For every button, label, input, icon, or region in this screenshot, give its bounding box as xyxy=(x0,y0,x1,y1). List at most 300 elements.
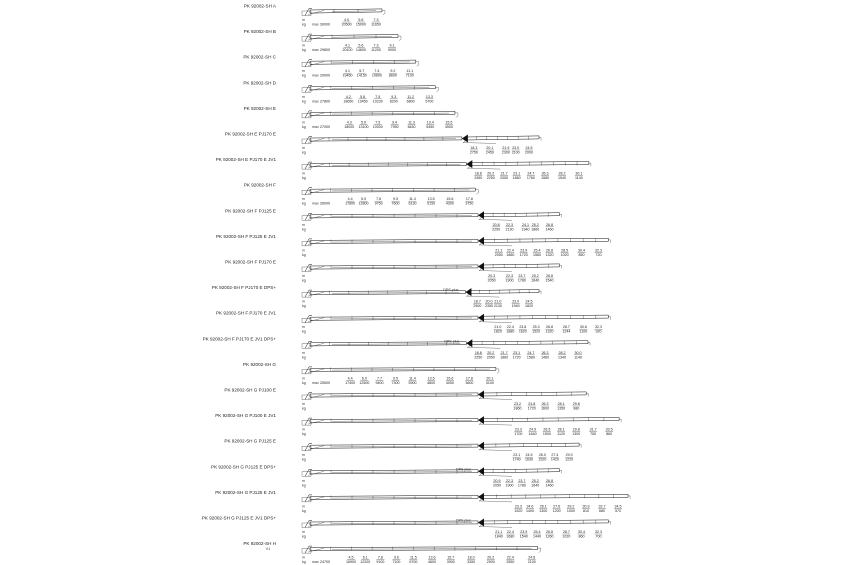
load-value: 2550 xyxy=(506,560,515,565)
load-value: 1760 xyxy=(526,176,535,181)
extension-rod-icon xyxy=(332,446,472,447)
extension-rod-icon xyxy=(332,497,472,498)
load-value: 1620 xyxy=(518,329,527,334)
load-value: 2000 xyxy=(525,150,534,155)
reach-value: 25.2 xyxy=(531,274,539,278)
reach-value: 26.8 xyxy=(546,325,554,330)
extension-rod-icon xyxy=(332,139,456,140)
load-value: 1260 xyxy=(545,534,554,539)
crane-config-row xyxy=(243,541,540,564)
boom-hook-icon xyxy=(475,190,478,195)
extension-rod-icon xyxy=(332,344,460,345)
jib-cylinder-icon xyxy=(479,527,512,528)
model-label: PK 92002-SH B xyxy=(243,29,276,35)
load-value: 3900 xyxy=(446,560,455,565)
reach-value: 22.3 xyxy=(505,222,513,227)
reach-unit-label: m xyxy=(302,43,305,48)
load-value: 2450 xyxy=(485,150,494,155)
load-value: 2250 xyxy=(486,176,495,181)
main-boom-icon xyxy=(310,547,538,551)
reach-value: 20.0 xyxy=(485,299,493,304)
load-value: 10230 xyxy=(372,99,383,104)
jib-hook-icon xyxy=(539,291,541,294)
reach-value: 21.0 xyxy=(494,299,502,304)
reach-unit-label: m xyxy=(302,350,305,355)
jib-hook-icon xyxy=(588,342,590,345)
model-label: PK 92002-SH G PJ125 E JV1 xyxy=(215,489,276,495)
reach-value: 7.5 xyxy=(375,94,381,99)
max-label: max xyxy=(312,560,319,565)
reach-value: 25.3 xyxy=(532,325,540,330)
reach-value: 5.6 xyxy=(358,43,364,48)
load-unit-label: kg xyxy=(302,432,306,437)
jib-hook-icon xyxy=(608,240,610,243)
jib-cylinder-icon xyxy=(479,245,512,246)
reach-unit-label: m xyxy=(302,299,305,304)
jib-hook-icon xyxy=(589,163,591,166)
reach-value: 23.1 xyxy=(513,350,521,355)
reach-value: 24.5 xyxy=(525,453,533,458)
load-value: 1580 xyxy=(526,355,535,360)
reach-value: 18.8 xyxy=(474,171,482,176)
load-value: 1520 xyxy=(514,508,523,513)
reach-value: 13.5 xyxy=(427,197,435,202)
crane-config-row xyxy=(244,4,385,27)
load-value: 1560 xyxy=(533,252,542,257)
load-value: 1540 xyxy=(545,278,554,283)
reach-value: 29.8 xyxy=(572,427,580,432)
max-capacity-value: 25500 xyxy=(320,380,330,385)
load-value: 1140 xyxy=(574,355,582,360)
reach-value: 13.6 xyxy=(428,555,436,560)
reach-value: 28.2 xyxy=(558,350,566,355)
load-value: 7600 xyxy=(391,201,400,206)
load-unit-label: kg xyxy=(302,22,306,27)
reach-value: 23.0 xyxy=(512,146,520,150)
max-label: max xyxy=(312,380,319,385)
model-label: PK 92002-SH E xyxy=(243,105,276,111)
crane-config-row xyxy=(211,464,562,487)
boom-hook-icon xyxy=(496,369,499,374)
reach-value: 28.2 xyxy=(558,171,566,176)
model-label: PK 92002-SH F PJ170 E DPS+ xyxy=(211,285,276,291)
reach-value: 24.1 xyxy=(521,222,529,227)
load-value: 4500 xyxy=(444,124,453,129)
jib-cylinder-icon xyxy=(479,322,512,323)
reach-value: 17.8 xyxy=(465,197,473,202)
reach-unit-label: m xyxy=(302,274,305,278)
reach-value: 30.6 xyxy=(579,325,587,330)
load-value: 1630 xyxy=(525,457,534,462)
load-value: 1540 xyxy=(557,176,566,181)
max-capacity-value: 30000 xyxy=(320,22,330,27)
load-value: 7950 xyxy=(390,124,399,129)
load-value: 1520 xyxy=(532,329,541,334)
load-unit-label: kg xyxy=(302,508,306,513)
main-boom-icon xyxy=(310,60,416,64)
load-value: 1300 xyxy=(572,432,581,437)
reach-value: 25.2 xyxy=(531,478,539,483)
model-label: PK 92002-SH G xyxy=(243,361,276,367)
load-unit-label: kg xyxy=(302,176,306,181)
reach-value: 21.7 xyxy=(500,171,508,176)
reach-value: 20.8 xyxy=(492,222,500,227)
load-value: 5700 xyxy=(409,560,418,565)
load-value: 1600 xyxy=(541,406,550,411)
load-value: 850 xyxy=(578,252,585,257)
reach-value: 11.4 xyxy=(409,376,416,381)
extension-rod-icon xyxy=(332,62,410,63)
reach-value: 28.7 xyxy=(562,530,570,534)
load-value: 1860 xyxy=(513,406,522,411)
reach-value: 22.4 xyxy=(506,530,514,534)
load-value: 1400 xyxy=(525,508,534,513)
reach-unit-label: m xyxy=(302,94,305,99)
load-value: 9750 xyxy=(374,201,383,206)
load-value: 1220 xyxy=(565,457,574,462)
reach-value: 11.4 xyxy=(409,197,416,202)
reach-value: 29.2 xyxy=(567,504,575,509)
load-value: 8600 xyxy=(388,73,397,78)
reach-value: 7.8 xyxy=(377,555,383,560)
jib-cylinder-icon xyxy=(479,399,512,400)
extension-rod-icon xyxy=(332,420,472,421)
load-value: 1300 xyxy=(539,508,548,513)
reach-value: 15.6 xyxy=(446,376,454,381)
load-value: 1350 xyxy=(557,406,566,411)
reach-value: 23.8 xyxy=(519,325,527,330)
load-value: 1140 xyxy=(575,176,583,181)
load-value: 860 xyxy=(606,432,613,437)
jib-boom-icon xyxy=(482,264,560,268)
reach-value: 4.2 xyxy=(345,94,351,99)
model-label: PK 92002-SH G PJ125 E JV1 DPS+ xyxy=(201,515,276,521)
reach-value: 24.7 xyxy=(527,171,535,176)
crane-config-row xyxy=(225,208,561,231)
load-value: 1120 xyxy=(557,432,565,437)
jib-hook-icon xyxy=(560,214,562,217)
load-value: 18000 xyxy=(344,124,355,129)
load-value: 1420 xyxy=(550,457,559,462)
jib-cylinder-icon xyxy=(479,271,512,272)
reach-value: 5.7 xyxy=(359,69,365,74)
jib-hook-icon xyxy=(608,317,610,320)
load-value: 5700 xyxy=(425,99,434,104)
reach-value: 11.2 xyxy=(407,94,415,99)
crane-config-row xyxy=(244,183,479,206)
extension-rod-icon xyxy=(332,11,376,12)
load-value: 2050 xyxy=(500,176,509,181)
jib-hook-icon xyxy=(539,138,541,141)
load-value: 1640 xyxy=(531,278,540,283)
model-label: PK 92002-SH G PJ100 E JV1 xyxy=(215,413,276,419)
jib-boom-icon xyxy=(482,392,586,396)
load-unit-label: kg xyxy=(302,201,306,206)
reach-value: 24.8 xyxy=(528,555,536,560)
load-value: 3600 xyxy=(465,380,474,385)
model-label: PK 92002-SH F PJ170 E JV1 DPS+ xyxy=(202,336,276,342)
load-value: 1340 xyxy=(557,355,566,360)
jib-cylinder-icon xyxy=(467,168,500,169)
extension-rod-icon xyxy=(332,267,472,268)
load-value: 10600 xyxy=(371,73,382,78)
jib-boom-icon xyxy=(482,418,619,422)
extension-rod-icon xyxy=(332,292,459,293)
crane-config-row xyxy=(203,336,590,359)
load-value: 16900 xyxy=(346,560,357,565)
load-value: 1320 xyxy=(545,329,554,334)
reach-value: 4.5 xyxy=(348,555,354,560)
load-value: 1020 xyxy=(560,252,569,257)
load-value: 13450 xyxy=(357,99,368,104)
load-value: 2100 xyxy=(527,560,536,565)
load-value: 1500 xyxy=(542,432,551,437)
load-value: 19450 xyxy=(342,73,353,78)
reach-value: 28.7 xyxy=(562,325,570,330)
crane-config-row xyxy=(243,362,499,385)
reach-unit-label: m xyxy=(302,120,305,125)
reach-value: 11.5 xyxy=(409,555,417,560)
load-value: 570 xyxy=(615,508,622,513)
load-unit-label: kg xyxy=(302,278,306,283)
reach-value: 9.5 xyxy=(393,197,399,202)
model-sublabel: V1 xyxy=(265,547,271,552)
jib-hook-icon xyxy=(560,266,562,269)
reach-value: 26.8 xyxy=(546,530,554,534)
reach-value: 7.7 xyxy=(377,376,383,381)
load-unit-label: kg xyxy=(302,560,306,565)
load-value: 2300 xyxy=(501,150,510,155)
load-unit-label: kg xyxy=(302,355,306,360)
reach-value: 11.3 xyxy=(408,120,415,125)
reach-value: 23.7 xyxy=(518,274,526,278)
load-value: 1720 xyxy=(519,252,528,257)
reach-value: 7.3 xyxy=(373,43,379,48)
reach-value: 32.3 xyxy=(594,325,602,330)
reach-value: 15.5 xyxy=(445,120,453,125)
reach-value: 24.6 xyxy=(526,504,534,509)
extension-rod-icon xyxy=(332,113,449,114)
load-unit-label: kg xyxy=(302,73,306,78)
jib-hook-icon xyxy=(579,445,581,448)
load-value: 7100 xyxy=(405,73,414,78)
load-value: 4800 xyxy=(427,380,436,385)
load-value: 1820 xyxy=(493,329,502,334)
model-label: PK 92002-SH E PJ170 E xyxy=(224,131,276,137)
model-label: PK 92002-SH G PJ125 E DPS+ xyxy=(211,464,276,470)
jib-boom-icon xyxy=(466,136,539,140)
reach-value: 28.1 xyxy=(557,402,565,406)
reach-unit-label: m xyxy=(302,478,305,483)
load-value: 1940 xyxy=(521,227,530,232)
crane-config-row xyxy=(216,157,591,180)
load-value: 810 xyxy=(583,508,590,513)
crane-config-row xyxy=(225,132,541,155)
reach-value: 15.7 xyxy=(447,555,455,560)
jib-hook-icon xyxy=(619,419,621,422)
load-value: 2750 xyxy=(469,150,478,155)
load-value: 3750 xyxy=(465,201,474,206)
reach-value: 30.4 xyxy=(578,248,586,253)
load-value: 860 xyxy=(578,534,585,539)
load-value: 1100 xyxy=(579,329,588,334)
reach-value: 23.7 xyxy=(518,478,526,483)
load-value: 2250 xyxy=(492,227,501,232)
load-value: 9400 xyxy=(375,380,384,385)
jib-cylinder-icon xyxy=(479,450,512,451)
load-value: 2350 xyxy=(485,304,493,309)
load-value: 750 xyxy=(590,432,597,437)
load-value: 2130 xyxy=(493,304,502,309)
load-value: 14600 xyxy=(355,48,366,53)
extension-rod-icon xyxy=(332,216,472,217)
crane-config-row xyxy=(243,55,418,78)
reach-value: 31.7 xyxy=(589,427,597,432)
jib-cylinder-icon xyxy=(479,501,512,502)
load-unit-label: kg xyxy=(302,483,306,488)
load-value: 1720 xyxy=(527,406,536,411)
model-label: PK 92002-SH F PJ125 E xyxy=(225,208,276,214)
reach-value: 33.5 xyxy=(605,427,613,432)
reach-unit-label: m xyxy=(302,222,305,227)
load-value: 1440 xyxy=(533,534,542,539)
reach-value: 22.4 xyxy=(506,248,514,253)
reach-value: 20.3 xyxy=(488,274,496,278)
dps-plus-label: DPS plus xyxy=(444,339,460,344)
reach-value: 17.8 xyxy=(465,376,473,381)
reach-unit-label: m xyxy=(302,171,305,176)
jib-hook-icon xyxy=(628,496,630,499)
max-label: max xyxy=(312,22,319,27)
boom-hook-icon xyxy=(398,36,401,41)
jib-boom-icon xyxy=(482,469,560,473)
load-value: 10000 xyxy=(372,124,383,129)
load-value: 1520 xyxy=(538,457,547,462)
load-value: 7100 xyxy=(392,560,401,565)
reach-value: 7.4 xyxy=(374,69,380,74)
reach-value: 32.3 xyxy=(594,530,602,534)
crane-config-row xyxy=(244,106,458,129)
reach-value: 26.1 xyxy=(539,504,547,509)
jib-cylinder-icon xyxy=(466,296,499,297)
reach-value: 21.1 xyxy=(495,248,503,253)
reach-value: 25.2 xyxy=(531,222,539,227)
jib-hook-icon xyxy=(586,394,588,397)
load-value: 1900 xyxy=(505,483,514,488)
load-value: 6130 xyxy=(408,201,417,206)
boom-hook-icon xyxy=(455,113,458,118)
crane-config-row xyxy=(202,516,611,539)
load-value: 17800 xyxy=(345,201,356,206)
reach-value: 21.7 xyxy=(500,350,508,355)
reach-value: 18.3 xyxy=(470,146,478,150)
reach-value: 9.1 xyxy=(389,43,395,48)
reach-value: 23.0 xyxy=(512,299,520,304)
extension-rod-icon xyxy=(332,190,469,191)
reach-value: 18.8 xyxy=(474,350,482,355)
reach-value: 29.0 xyxy=(565,453,573,458)
reach-unit-label: m xyxy=(302,504,305,509)
load-value: 2130 xyxy=(505,227,514,232)
max-capacity-value: 29800 xyxy=(320,48,330,53)
reach-value: 7.6 xyxy=(376,197,382,202)
load-value: 20500 xyxy=(341,22,352,27)
reach-value: 6.1 xyxy=(362,555,368,560)
jib-boom-icon xyxy=(482,213,560,217)
load-value: 9000 xyxy=(387,48,396,53)
load-value: 18650 xyxy=(343,99,354,104)
load-value: 17400 xyxy=(345,380,356,385)
reach-value: 7.3 xyxy=(373,18,379,22)
reach-value: 23.3 xyxy=(514,504,522,509)
load-value: 13100 xyxy=(358,124,369,129)
load-value: 1460 xyxy=(545,227,554,232)
reach-value: 11.1 xyxy=(406,69,414,74)
load-value: 11200 xyxy=(371,48,381,53)
crane-config-row xyxy=(225,260,561,283)
load-value: 1200 xyxy=(552,508,561,513)
reach-value: 20.2 xyxy=(487,171,495,176)
load-unit-label: kg xyxy=(302,457,306,462)
max-label: max xyxy=(312,48,319,53)
load-value: 12800 xyxy=(358,201,369,206)
jib-hook-icon xyxy=(560,470,562,473)
load-value: 1320 xyxy=(545,252,554,257)
load-unit-label: kg xyxy=(302,534,306,539)
reach-value: 26.8 xyxy=(546,222,554,227)
load-value: 1540 xyxy=(519,534,528,539)
jib-cylinder-icon xyxy=(479,424,512,425)
model-label: PK 92002-SH G PJ125 E xyxy=(224,438,276,444)
load-value: 12500 xyxy=(359,380,370,385)
reach-unit-label: m xyxy=(302,248,305,253)
reach-value: 20.9 xyxy=(493,478,501,483)
load-unit-label: kg xyxy=(302,48,306,53)
reach-value: 30.0 xyxy=(574,350,582,355)
reach-value: 21.9 xyxy=(502,146,510,150)
crane-config-row xyxy=(216,311,610,334)
reach-value: 26.3 xyxy=(541,402,549,406)
reach-value: 26.5 xyxy=(543,427,551,432)
load-value: 680 xyxy=(599,508,606,513)
load-value: 920 xyxy=(595,329,602,334)
max-label: max xyxy=(312,73,319,78)
crane-config-row xyxy=(215,413,621,436)
reach-value: 20.1 xyxy=(486,376,494,381)
reach-value: 26.0 xyxy=(538,453,546,458)
reach-value: 4.1 xyxy=(344,43,350,48)
dps-plus-label: DPS plus xyxy=(456,467,471,472)
extension-rod-icon xyxy=(332,88,429,89)
crane-config-row xyxy=(212,285,541,308)
reach-unit-label: m xyxy=(302,18,305,22)
reach-value: 23.9 xyxy=(520,530,528,534)
reach-value: 23.1 xyxy=(513,453,521,458)
reach-value: 34.5 xyxy=(614,504,622,509)
reach-unit-label: m xyxy=(302,325,305,330)
jib-cylinder-icon xyxy=(479,475,512,476)
reach-unit-label: m xyxy=(302,69,305,74)
reach-value: 27.6 xyxy=(553,504,561,509)
load-value: 2250 xyxy=(474,355,483,360)
extension-rod-icon xyxy=(332,395,472,396)
reach-value: 24.7 xyxy=(527,350,535,355)
load-unit-label: kg xyxy=(302,380,306,385)
load-value: 1820 xyxy=(525,304,534,309)
reach-value: 21.0 xyxy=(494,325,502,330)
load-value: 5900 xyxy=(408,380,417,385)
crane-config-row xyxy=(224,439,581,462)
